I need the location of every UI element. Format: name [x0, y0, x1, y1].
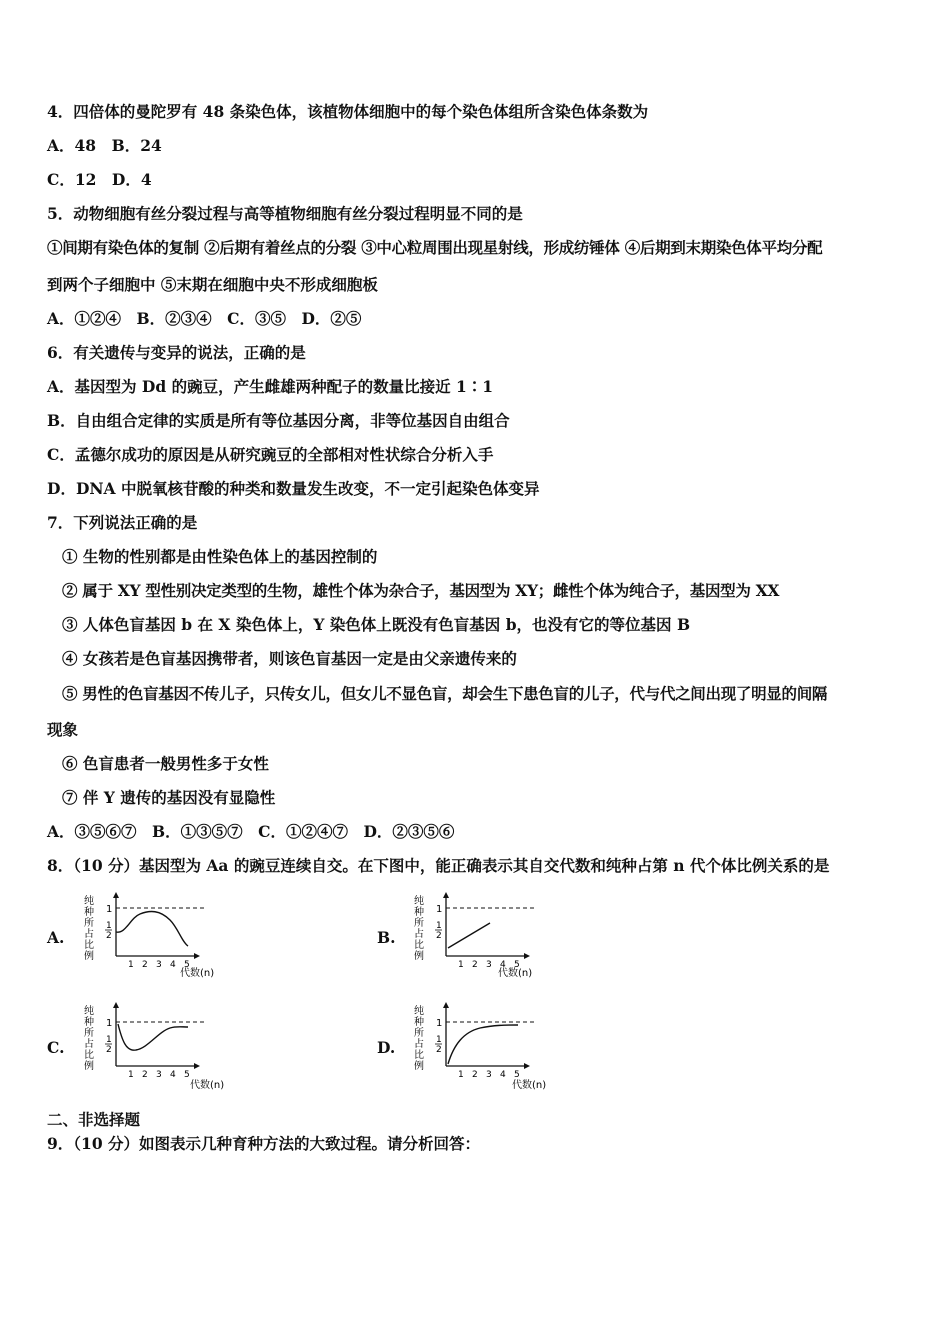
q7-stem: 7．下列说法正确的是 [47, 513, 198, 532]
graph-c-y-half-num: 1 [106, 1035, 112, 1045]
graph-b-xlabel: 代数(n) [498, 968, 533, 979]
graph-d-xlabel: 代数(n) [512, 1080, 547, 1091]
y-axis-label-char: 占 [84, 929, 94, 940]
x-tick-label: 3 [486, 960, 492, 970]
graph-d [408, 1000, 578, 1094]
graph-b-y-one: 1 [436, 904, 443, 915]
q4-options-cd: C．12 D．4 [47, 170, 152, 189]
q7-statement-2: ② 属于 XY 型性别决定类型的生物，雄性个体为杂合子，基因型为 XY；雌性个体为纯合子，基因型为 XX [62, 581, 780, 600]
y-axis-label-char: 纯 [414, 1006, 424, 1017]
q7-statement-5: ⑤ 男性的色盲基因不传儿子，只传女儿，但女儿不显色盲，却会生下患色盲的儿子，代与代之间出现了明显的间隔 [62, 684, 828, 703]
y-axis-label-char: 比 [84, 1050, 94, 1061]
y-axis-label-char: 例 [414, 1061, 424, 1072]
q6-option-d: D．DNA 中脱氧核苷酸的种类和数量发生改变，不一定引起染色体变异 [47, 479, 540, 498]
y-axis-label-char: 比 [84, 940, 94, 951]
x-tick-label: 4 [500, 1070, 506, 1080]
y-axis-label-char: 例 [414, 951, 424, 962]
graph-a-y-one: 1 [106, 904, 113, 915]
q6-option-b: B．自由组合定律的实质是所有等位基因分离，非等位基因自由组合 [47, 411, 510, 430]
x-tick-label: 4 [500, 960, 506, 970]
graph-b-y-half-num: 1 [436, 921, 442, 931]
x-tick-label: 2 [472, 1070, 478, 1080]
x-tick-label: 1 [458, 1070, 464, 1080]
graph-c [78, 1000, 248, 1094]
q4-stem: 4．四倍体的曼陀罗有 48 条染色体，该植物体细胞中的每个染色体组所含染色体条数为 [47, 102, 649, 121]
x-tick-label: 1 [458, 960, 464, 970]
q6-option-c: C．孟德尔成功的原因是从研究豌豆的全部相对性状综合分析入手 [47, 445, 494, 464]
x-tick-label: 1 [128, 960, 134, 970]
y-axis-label-char: 种 [414, 1017, 424, 1028]
y-axis-label-char: 占 [414, 929, 424, 940]
y-axis-label-char: 种 [84, 907, 94, 918]
q5-statements-line2: 到两个子细胞中 ⑤末期在细胞中央不形成细胞板 [47, 275, 378, 294]
q7-statement-4: ④ 女孩若是色盲基因携带者，则该色盲基因一定是由父亲遗传来的 [62, 649, 517, 668]
y-axis-label-char: 所 [84, 918, 94, 929]
graph-b-y-half-den: 2 [436, 931, 442, 941]
x-tick-label: 5 [184, 1070, 190, 1080]
graph-c-label: C. [47, 1038, 65, 1057]
y-axis-label-char: 例 [84, 951, 94, 962]
q6-stem: 6．有关遗传与变异的说法，正确的是 [47, 343, 306, 362]
graph-b [408, 890, 568, 982]
q4-options-ab: A．48 B．24 [47, 136, 162, 155]
graph-d-y-half-num: 1 [436, 1035, 442, 1045]
q7-statement-7: ⑦ 伴 Y 遗传的基因没有显隐性 [62, 788, 276, 807]
x-tick-label: 4 [170, 960, 176, 970]
x-tick-label: 5 [184, 960, 190, 970]
x-tick-label: 1 [128, 1070, 134, 1080]
x-tick-label: 3 [156, 1070, 162, 1080]
q9-stem: 9．（10 分）如图表示几种育种方法的大致过程。请分析回答： [47, 1134, 481, 1153]
graph-b-curve [448, 923, 490, 948]
y-axis-label-char: 所 [414, 1028, 424, 1039]
q7-options: A．③⑤⑥⑦ B．①③⑤⑦ C．①②④⑦ D．②③⑤⑥ [47, 822, 455, 841]
q5-stem: 5．动物细胞有丝分裂过程与高等植物细胞有丝分裂过程明显不同的是 [47, 204, 523, 223]
y-axis-label-char: 种 [84, 1017, 94, 1028]
graph-b-label: B. [377, 928, 396, 947]
graph-d-curve [448, 1025, 518, 1064]
graph-a-label: A. [47, 928, 65, 947]
y-axis-label-char: 纯 [84, 896, 94, 907]
x-tick-label: 2 [142, 1070, 148, 1080]
graph-a-y-half-num: 1 [106, 921, 112, 931]
q5-options: A．①②④ B．②③④ C．③⑤ D．②⑤ [47, 309, 362, 328]
graph-a-xlabel: 代数(n) [180, 968, 215, 979]
q7-statement-1: ① 生物的性别都是由性染色体上的基因控制的 [62, 547, 378, 566]
x-tick-label: 4 [170, 1070, 176, 1080]
graph-c-y-one: 1 [106, 1018, 113, 1029]
y-axis-label-char: 比 [414, 1050, 424, 1061]
y-axis-label-char: 占 [414, 1039, 424, 1050]
q5-statements-line1: ①间期有染色体的复制 ②后期有着丝点的分裂 ③中心粒周围出现星射线，形成纺锤体 ④后期到末期染色体平均分配 [47, 238, 823, 257]
q8-stem: 8．（10 分）基因型为 Aa 的豌豆连续自交。在下图中，能正确表示其自交代数和纯种占第 n 代个体比例关系的是 [47, 856, 830, 875]
x-tick-label: 2 [142, 960, 148, 970]
y-axis-label-char: 所 [84, 1028, 94, 1039]
x-tick-label: 3 [156, 960, 162, 970]
graph-a-y-half-den: 2 [106, 931, 112, 941]
graph-c-curve [118, 1024, 188, 1050]
graph-d-y-half-den: 2 [436, 1045, 442, 1055]
x-tick-label: 2 [472, 960, 478, 970]
x-tick-label: 5 [514, 960, 520, 970]
graph-a [78, 890, 238, 982]
x-tick-label: 5 [514, 1070, 520, 1080]
q6-option-a: A．基因型为 Dd 的豌豆，产生雌雄两种配子的数量比接近 1∶1 [47, 377, 494, 396]
graph-d-label: D. [377, 1038, 396, 1057]
y-axis-label-char: 所 [414, 918, 424, 929]
graph-a-curve [116, 912, 188, 946]
y-axis-label-char: 占 [84, 1039, 94, 1050]
graph-c-y-half-den: 2 [106, 1045, 112, 1055]
q7-statement-5-cont: 现象 [47, 720, 79, 739]
y-axis-label-char: 例 [84, 1061, 94, 1072]
graph-c-xlabel: 代数(n) [190, 1080, 225, 1091]
section-2-heading: 二、非选择题 [47, 1110, 141, 1129]
q7-statement-6: ⑥ 色盲患者一般男性多于女性 [62, 754, 269, 773]
y-axis-label-char: 比 [414, 940, 424, 951]
y-axis-label-char: 纯 [84, 1006, 94, 1017]
y-axis-label-char: 纯 [414, 896, 424, 907]
graph-d-y-one: 1 [436, 1018, 443, 1029]
y-axis-label-char: 种 [414, 907, 424, 918]
x-tick-label: 3 [486, 1070, 492, 1080]
q7-statement-3: ③ 人体色盲基因 b 在 X 染色体上，Y 染色体上既没有色盲基因 b，也没有它的等位基因 B [62, 615, 691, 634]
